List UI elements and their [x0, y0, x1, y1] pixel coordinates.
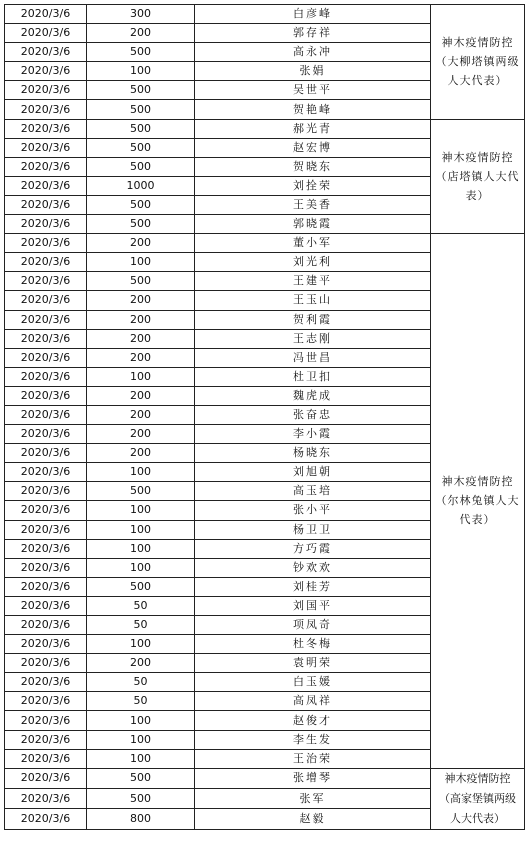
date-cell: 2020/3/6: [5, 501, 87, 520]
date-cell: 2020/3/6: [5, 596, 87, 615]
name-cell: 杨晓东: [195, 444, 431, 463]
amount-cell: 100: [87, 463, 195, 482]
name-cell: 方巧霞: [195, 539, 431, 558]
name-cell: 王治荣: [195, 749, 431, 768]
date-cell: 2020/3/6: [5, 215, 87, 234]
date-cell: 2020/3/6: [5, 310, 87, 329]
amount-cell: 800: [87, 809, 195, 829]
name-cell: 吴世平: [195, 81, 431, 100]
amount-cell: 200: [87, 234, 195, 253]
amount-cell: 100: [87, 539, 195, 558]
name-cell: 贺利霞: [195, 310, 431, 329]
amount-cell: 200: [87, 348, 195, 367]
name-cell: 高永冲: [195, 43, 431, 62]
amount-cell: 100: [87, 253, 195, 272]
name-cell: 项凤奇: [195, 616, 431, 635]
name-cell: 高凤祥: [195, 692, 431, 711]
amount-cell: 200: [87, 386, 195, 405]
group-label-cell: 神木疫情防控（尔林兔镇人大代表）: [431, 234, 525, 769]
name-cell: 白彦峰: [195, 5, 431, 24]
date-cell: 2020/3/6: [5, 62, 87, 81]
date-cell: 2020/3/6: [5, 749, 87, 768]
date-cell: 2020/3/6: [5, 367, 87, 386]
amount-cell: 100: [87, 635, 195, 654]
table-row: [5, 234, 525, 253]
date-cell: 2020/3/6: [5, 809, 87, 829]
date-cell: 2020/3/6: [5, 673, 87, 692]
amount-cell: 500: [87, 43, 195, 62]
date-cell: 2020/3/6: [5, 24, 87, 43]
table-row: [5, 5, 525, 24]
date-cell: 2020/3/6: [5, 81, 87, 100]
name-cell: 冯世昌: [195, 348, 431, 367]
date-cell: 2020/3/6: [5, 405, 87, 424]
amount-cell: 100: [87, 501, 195, 520]
date-cell: 2020/3/6: [5, 348, 87, 367]
table-row: [5, 768, 525, 788]
amount-cell: 500: [87, 789, 195, 809]
amount-cell: 500: [87, 482, 195, 501]
amount-cell: 100: [87, 711, 195, 730]
amount-cell: 100: [87, 520, 195, 539]
amount-cell: 500: [87, 272, 195, 291]
date-cell: 2020/3/6: [5, 711, 87, 730]
name-cell: 袁明荣: [195, 654, 431, 673]
amount-cell: 300: [87, 5, 195, 24]
amount-cell: 100: [87, 367, 195, 386]
amount-cell: 200: [87, 310, 195, 329]
date-cell: 2020/3/6: [5, 119, 87, 138]
amount-cell: 500: [87, 215, 195, 234]
name-cell: 钞欢欢: [195, 558, 431, 577]
date-cell: 2020/3/6: [5, 195, 87, 214]
amount-cell: 200: [87, 291, 195, 310]
name-cell: 白玉媛: [195, 673, 431, 692]
name-cell: 张娟: [195, 62, 431, 81]
date-cell: 2020/3/6: [5, 234, 87, 253]
date-cell: 2020/3/6: [5, 577, 87, 596]
date-cell: 2020/3/6: [5, 444, 87, 463]
date-cell: 2020/3/6: [5, 100, 87, 119]
name-cell: 刘拴荣: [195, 176, 431, 195]
table-row: [5, 119, 525, 138]
name-cell: 王建平: [195, 272, 431, 291]
name-cell: 李小霞: [195, 425, 431, 444]
date-cell: 2020/3/6: [5, 730, 87, 749]
name-cell: 赵俊才: [195, 711, 431, 730]
amount-cell: 50: [87, 692, 195, 711]
amount-cell: 500: [87, 138, 195, 157]
group-label-cell: 神木疫情防控（店塔镇人大代表）: [431, 119, 525, 234]
date-cell: 2020/3/6: [5, 329, 87, 348]
date-cell: 2020/3/6: [5, 138, 87, 157]
name-cell: 刘旭朝: [195, 463, 431, 482]
name-cell: 杜卫扣: [195, 367, 431, 386]
amount-cell: 200: [87, 24, 195, 43]
name-cell: 张增琴: [195, 768, 431, 788]
donation-table: [4, 4, 525, 830]
date-cell: 2020/3/6: [5, 768, 87, 788]
name-cell: 王玉山: [195, 291, 431, 310]
amount-cell: 500: [87, 119, 195, 138]
amount-cell: 500: [87, 157, 195, 176]
name-cell: 董小军: [195, 234, 431, 253]
amount-cell: 200: [87, 444, 195, 463]
date-cell: 2020/3/6: [5, 539, 87, 558]
date-cell: 2020/3/6: [5, 272, 87, 291]
date-cell: 2020/3/6: [5, 253, 87, 272]
amount-cell: 500: [87, 100, 195, 119]
date-cell: 2020/3/6: [5, 482, 87, 501]
amount-cell: 100: [87, 62, 195, 81]
date-cell: 2020/3/6: [5, 157, 87, 176]
amount-cell: 50: [87, 673, 195, 692]
amount-cell: 50: [87, 596, 195, 615]
amount-cell: 100: [87, 730, 195, 749]
table-body: [5, 5, 525, 830]
amount-cell: 500: [87, 768, 195, 788]
name-cell: 赵毅: [195, 809, 431, 829]
amount-cell: 500: [87, 577, 195, 596]
name-cell: 贺晓东: [195, 157, 431, 176]
date-cell: 2020/3/6: [5, 425, 87, 444]
name-cell: 高玉培: [195, 482, 431, 501]
date-cell: 2020/3/6: [5, 43, 87, 62]
date-cell: 2020/3/6: [5, 789, 87, 809]
name-cell: 王美香: [195, 195, 431, 214]
date-cell: 2020/3/6: [5, 635, 87, 654]
name-cell: 刘国平: [195, 596, 431, 615]
amount-cell: 50: [87, 616, 195, 635]
date-cell: 2020/3/6: [5, 5, 87, 24]
amount-cell: 500: [87, 81, 195, 100]
date-cell: 2020/3/6: [5, 291, 87, 310]
date-cell: 2020/3/6: [5, 386, 87, 405]
name-cell: 郝光青: [195, 119, 431, 138]
amount-cell: 100: [87, 558, 195, 577]
name-cell: 赵宏博: [195, 138, 431, 157]
amount-cell: 100: [87, 749, 195, 768]
name-cell: 张军: [195, 789, 431, 809]
amount-cell: 200: [87, 425, 195, 444]
date-cell: 2020/3/6: [5, 654, 87, 673]
name-cell: 郭存祥: [195, 24, 431, 43]
name-cell: 魏虎成: [195, 386, 431, 405]
name-cell: 王志刚: [195, 329, 431, 348]
date-cell: 2020/3/6: [5, 520, 87, 539]
name-cell: 刘桂芳: [195, 577, 431, 596]
name-cell: 郭晓霞: [195, 215, 431, 234]
name-cell: 张小平: [195, 501, 431, 520]
name-cell: 李生发: [195, 730, 431, 749]
amount-cell: 200: [87, 329, 195, 348]
amount-cell: 200: [87, 405, 195, 424]
name-cell: 刘光利: [195, 253, 431, 272]
date-cell: 2020/3/6: [5, 616, 87, 635]
amount-cell: 1000: [87, 176, 195, 195]
date-cell: 2020/3/6: [5, 692, 87, 711]
date-cell: 2020/3/6: [5, 558, 87, 577]
group-label-cell: 神木疫情防控（大柳塔镇两级人大代表）: [431, 5, 525, 120]
name-cell: 张奋忠: [195, 405, 431, 424]
name-cell: 杜冬梅: [195, 635, 431, 654]
date-cell: 2020/3/6: [5, 463, 87, 482]
amount-cell: 200: [87, 654, 195, 673]
group-label-cell: 神木疫情防控（高家堡镇两级人大代表）: [431, 768, 525, 829]
name-cell: 杨卫卫: [195, 520, 431, 539]
date-cell: 2020/3/6: [5, 176, 87, 195]
amount-cell: 500: [87, 195, 195, 214]
name-cell: 贺艳峰: [195, 100, 431, 119]
